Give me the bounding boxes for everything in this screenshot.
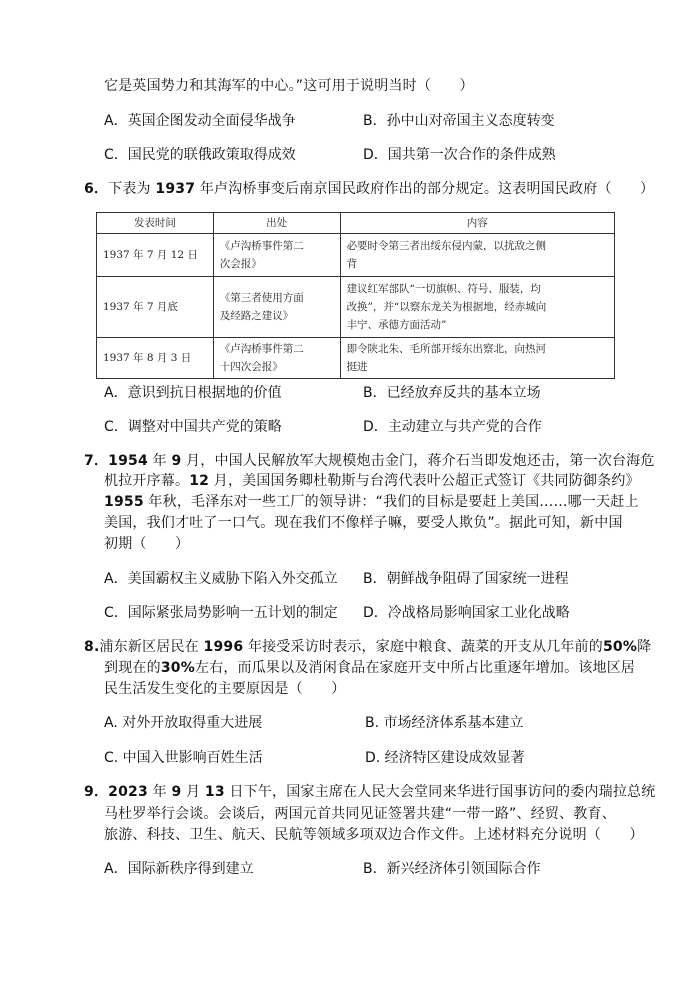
table-header-row — [97, 213, 615, 234]
q6-option-d[interactable]: D．主动建立与共产党的合作 — [363, 419, 542, 435]
q7-option-d[interactable]: D．冷战格局影响国家工业化战略 — [363, 605, 570, 621]
q7-option-b[interactable]: B．朝鲜战争阻碍了国家统一进程 — [363, 571, 569, 587]
q6-option-a[interactable]: A．意识到抗日根据地的价值 — [104, 385, 282, 401]
q9-stem-line-1: 9．2023 年 9 月 13 日下午，国家主席在人民大会堂同来华进行国事访问的委内瑞拉总统 — [84, 784, 656, 800]
q7-stem-line-2: 机拉开序幕。12 月，美国国务卿杜勒斯与台湾代表叶公超正式签订《共同防御条约》 — [104, 473, 640, 489]
q9-option-a[interactable]: A．国际新秩序得到建立 — [104, 861, 254, 877]
cell-content: 即令陕北朱、毛所部开绥东出察北，向热河 挺进 — [340, 338, 614, 379]
q7-stem-line-5: 初期（ ） — [104, 536, 190, 552]
table-row — [97, 234, 615, 277]
cell-source: 《第三者使用方面 及经路之建议》 — [213, 277, 340, 338]
header-time: 发表时间 — [97, 213, 214, 234]
q9-option-b[interactable]: B．新兴经济体引领国际合作 — [363, 861, 541, 877]
q6-stem: 6．下表为 1937 年卢沟桥事变后南京国民政府作出的部分规定。这表明国民政府（ ） — [84, 181, 655, 197]
header-content: 内容 — [340, 213, 614, 234]
q7-number: 7． — [84, 453, 109, 469]
cell-content: 必要时令第三者出绥东侵内蒙，以扰敌之侧 背 — [340, 234, 614, 277]
q8-stem-line-1: 8.浦东新区居民在 1996 年接受采访时表示，家庭中粮食、蔬菜的开支从几年前的50%降 — [84, 639, 652, 655]
cell-time: 1937 年 7 月底 — [97, 277, 214, 338]
q7-option-a[interactable]: A．美国霸权主义威胁下陷入外交孤立 — [104, 571, 338, 587]
q7-stem-line-4: 美国，我们才吐了一口气。现在我们不像样子嘛，要受人欺负”。据此可知，新中国 — [104, 515, 623, 531]
q5-stem-tail: 它是英国势力和其海军的中心。”这可用于说明当时（ ） — [104, 78, 474, 94]
cell-time: 1937 年 8 月 3 日 — [97, 338, 214, 379]
cell-time: 1937 年 7 月 12 日 — [97, 234, 214, 277]
q6-option-c[interactable]: C．调整对中国共产党的策略 — [104, 419, 282, 435]
q9-stem-line-2: 马杜罗举行会谈。会谈后，两国元首共同见证签署共建“一带一路”、经贸、教育、 — [104, 806, 616, 822]
table-row — [97, 338, 615, 379]
cell-content: 建议红军部队“一切旗帜、符号、服装，均 改换”，并“以察东龙关为根据地，经赤城向 丰宁、承德方面活动” — [340, 277, 614, 338]
q5-option-d[interactable]: D．国共第一次合作的条件成熟 — [363, 147, 556, 163]
q7-option-c[interactable]: C．国际紧张局势影响一五计划的制定 — [104, 605, 338, 621]
q8-option-a[interactable]: A. 对外开放取得重大进展 — [104, 715, 263, 731]
q6-regulations-table — [96, 212, 615, 379]
table-row — [97, 277, 615, 338]
q8-option-c[interactable]: C. 中国入世影响百姓生活 — [104, 750, 263, 766]
q8-stem-line-2: 到现在的30%左右，而瓜果以及消闲食品在家庭开支中所占比重逐年增加。该地区居 — [104, 660, 636, 676]
q8-option-b[interactable]: B. 市场经济体系基本建立 — [365, 715, 524, 731]
q7-stem-line-3: 1955 年秋，毛泽东对一些工厂的领导讲：“我们的目标是要赶上美国……哪一天赶上 — [104, 494, 639, 510]
q8-option-d[interactable]: D. 经济特区建设成效显著 — [365, 750, 525, 766]
q9-stem-line-3: 旅游、科技、卫生、航天、民航等领域多项双边合作文件。上述材料充分说明（ ） — [104, 827, 644, 843]
q5-option-b[interactable]: B．孙中山对帝国主义态度转变 — [363, 113, 555, 129]
cell-source: 《卢沟桥事件第二 次会报》 — [213, 234, 340, 277]
q5-option-c[interactable]: C．国民党的联俄政策取得成效 — [104, 147, 296, 163]
cell-source: 《卢沟桥事件第二 十四次会报》 — [213, 338, 340, 379]
q5-option-a[interactable]: A．英国企图发动全面侵华战争 — [104, 113, 296, 129]
q9-number: 9． — [84, 784, 109, 800]
q6-number: 6． — [84, 181, 109, 197]
q8-stem-line-3: 民生活发生变化的主要原因是（ ） — [104, 681, 346, 697]
header-source: 出处 — [213, 213, 340, 234]
q8-number: 8. — [84, 639, 100, 655]
q7-stem-line-1: 7．1954 年 9 月，中国人民解放军大规模炮击金门，蒋介石当即发炮还击，第一次台海危 — [84, 453, 655, 469]
q6-option-b[interactable]: B．已经放弃反共的基本立场 — [363, 385, 541, 401]
